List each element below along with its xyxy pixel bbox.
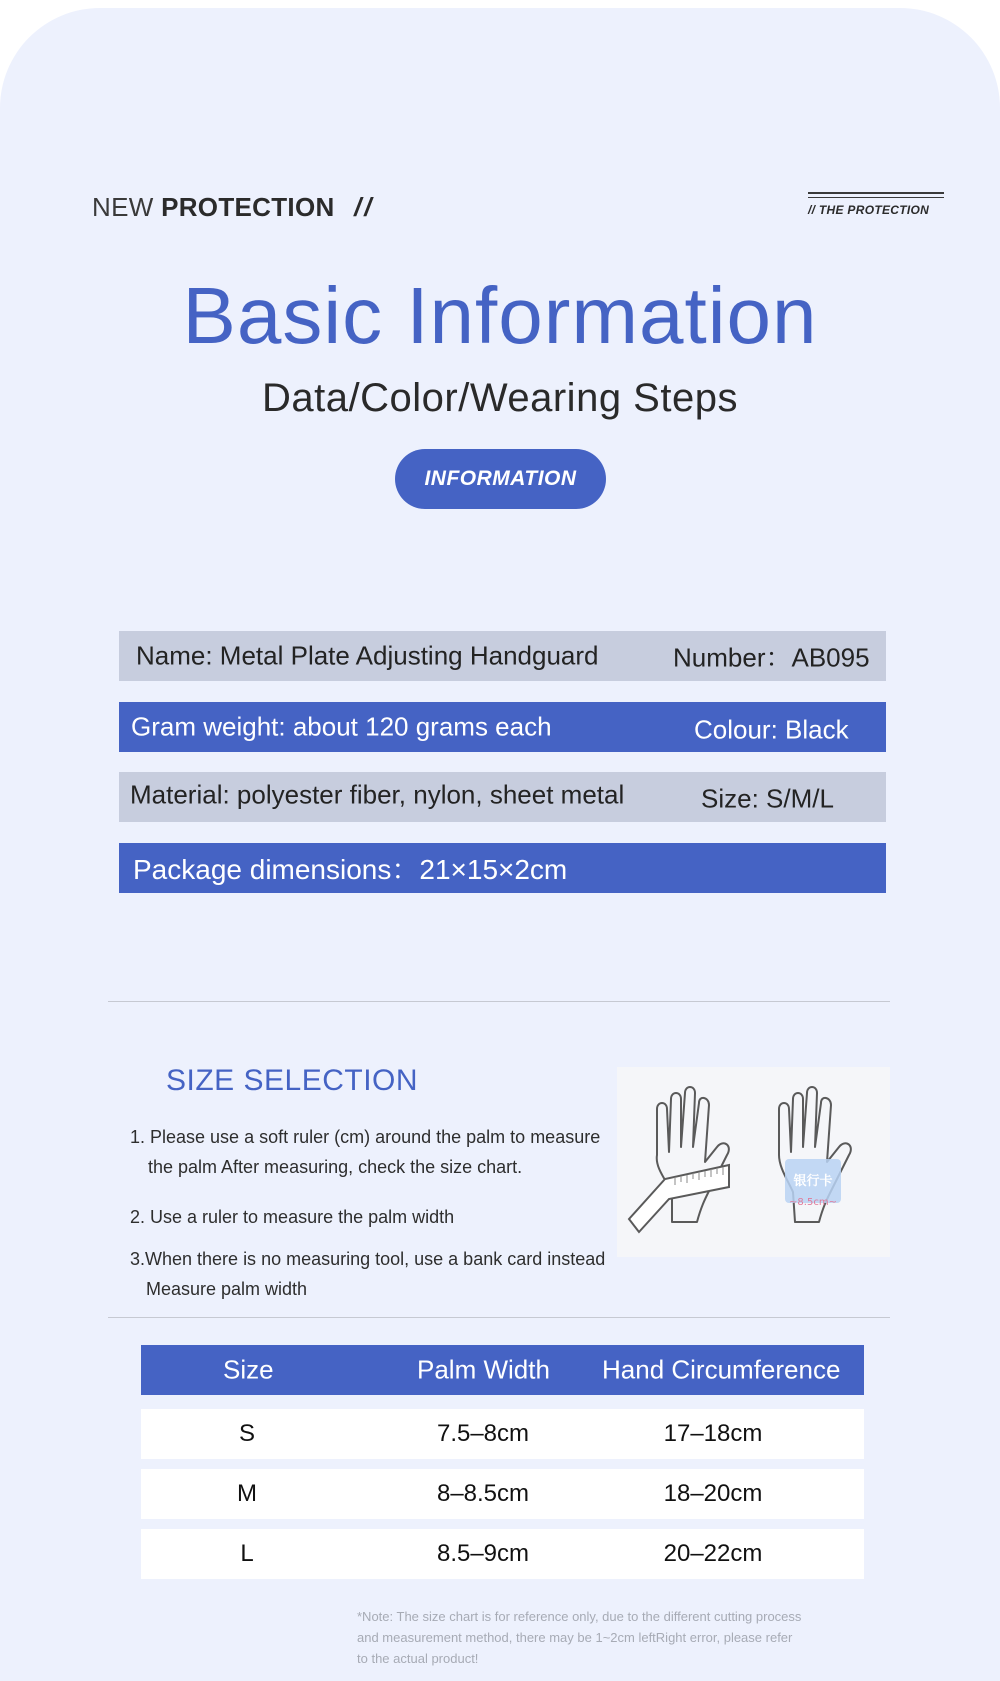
size-table-header xyxy=(141,1345,864,1395)
divider-bottom xyxy=(108,1317,890,1318)
new-protection-second: PROTECTION xyxy=(161,192,335,222)
cell-palm-width: 7.5–8cm xyxy=(436,1420,530,1447)
divider-top xyxy=(108,1001,890,1002)
cell-size: M xyxy=(237,1480,257,1507)
step-1 xyxy=(130,1122,600,1182)
step-1-line1: 1. Please use a soft ruler (cm) around the palm to measure xyxy=(130,1127,601,1147)
hand-measurement-image xyxy=(617,1067,890,1257)
page-subtitle: Data/Color/Wearing Steps xyxy=(262,376,738,420)
size-selection-title: SIZE SELECTION xyxy=(166,1064,419,1097)
header-size: Size xyxy=(223,1354,274,1385)
cell-hand-circumference: 18–20cm xyxy=(663,1480,763,1507)
table-row xyxy=(141,1409,864,1459)
spec-row-name xyxy=(119,631,886,681)
cell-hand-circumference: 17–18cm xyxy=(663,1420,763,1447)
cell-size: L xyxy=(240,1540,254,1567)
cell-size: S xyxy=(238,1420,256,1447)
step-3-line1: 3.When there is no measuring tool, use a bank card instead xyxy=(130,1249,606,1269)
bank-card-icon xyxy=(785,1159,841,1208)
step-2-line1: 2. Use a ruler to measure the palm width xyxy=(130,1207,455,1227)
new-protection-first: NEW xyxy=(92,192,154,222)
spec-weight: Gram weight: about 120 grams each xyxy=(131,711,552,742)
information-badge: INFORMATION xyxy=(395,449,606,509)
hand-illustration xyxy=(617,1067,890,1257)
spec-material: Material: polyester fiber, nylon, sheet metal xyxy=(130,779,625,810)
note-line-1: *Note: The size chart is for reference only, due to the different cutting process xyxy=(357,1609,802,1624)
header-hand-circumference: Hand Circumference xyxy=(602,1354,841,1385)
spec-size: Size: S/M/L xyxy=(701,783,834,814)
spec-number: Number：AB095 xyxy=(673,642,870,673)
step-3 xyxy=(130,1244,605,1304)
svg-text:~8.5cm~: ~8.5cm~ xyxy=(789,1197,837,1208)
spec-name: Name: Metal Plate Adjusting Handguard xyxy=(136,640,599,671)
cell-palm-width: 8.5–9cm xyxy=(436,1540,530,1567)
step-1-line2: the palm After measuring, check the size chart. xyxy=(148,1157,523,1177)
header-palm-width: Palm Width xyxy=(417,1354,550,1385)
table-row xyxy=(141,1529,864,1579)
step-2 xyxy=(130,1202,454,1232)
spec-row-weight xyxy=(119,702,886,752)
spec-row-material xyxy=(119,772,886,822)
new-protection-label xyxy=(92,192,375,223)
slash-mark: // xyxy=(354,192,375,222)
table-row xyxy=(141,1469,864,1519)
page-title: Basic Information xyxy=(182,271,818,360)
svg-text:银行卡: 银行卡 xyxy=(793,1174,833,1189)
cell-hand-circumference: 20–22cm xyxy=(663,1540,763,1567)
size-chart-note xyxy=(357,1606,897,1669)
spec-row-package xyxy=(119,843,886,893)
the-protection-text: // THE PROTECTION xyxy=(808,203,930,217)
tp-line-top xyxy=(808,192,944,194)
cell-palm-width: 8–8.5cm xyxy=(436,1480,530,1507)
spec-package: Package dimensions：21×15×2cm xyxy=(133,854,568,885)
note-line-3: to the actual product! xyxy=(357,1651,479,1666)
step-3-line2: Measure palm width xyxy=(146,1279,308,1299)
tp-line-bottom xyxy=(808,197,944,198)
spec-colour: Colour: Black xyxy=(694,714,849,745)
note-line-2: and measurement method, there may be 1~2cm leftRight error, please refer xyxy=(357,1630,793,1645)
the-protection-mark xyxy=(808,192,944,217)
